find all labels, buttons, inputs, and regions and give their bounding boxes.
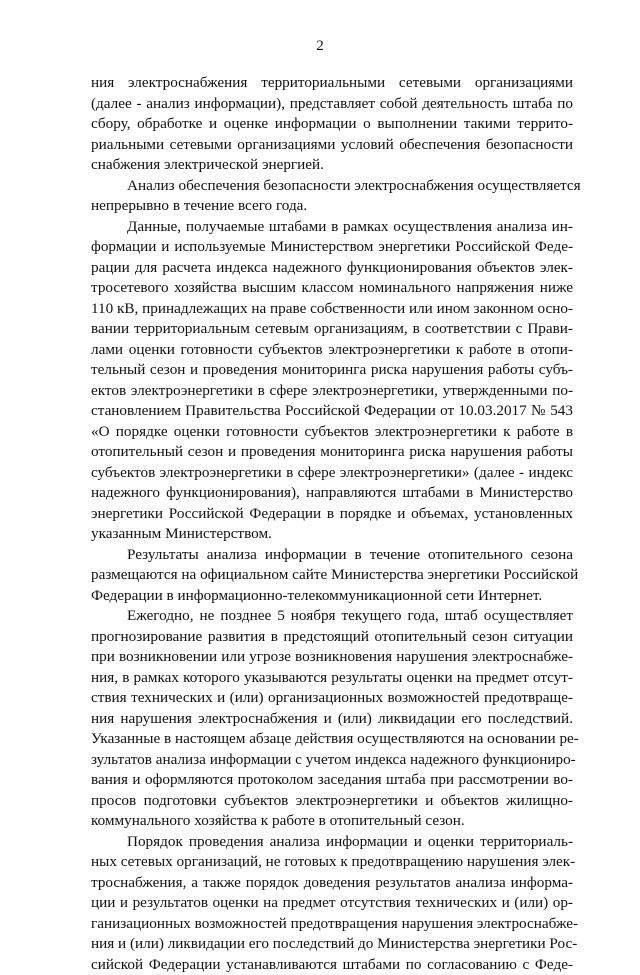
text-line: риальными сетевыми организациями условий обеспечения безопасности xyxy=(91,135,573,156)
text-line: тросетевого хозяйства высшим классом номинального напряжения ниже xyxy=(91,278,573,299)
text-line: троснабжения, а также порядок доведения результатов анализа информа- xyxy=(91,873,573,894)
text-line: прогнозирование развития в предстоящий отопительный сезон ситуации xyxy=(91,627,573,648)
text-line: просов подготовки субъектов электроэнергетики и объектов жилищно- xyxy=(91,791,573,812)
text-line: рации для расчета индекса надежного функционирования объектов элек- xyxy=(91,258,573,279)
text-line: (далее - анализ информации), представляет собой деятельность штаба по xyxy=(91,94,573,115)
text-line: ния нарушения электроснабжения и (или) ликвидации его последствий. xyxy=(91,709,573,730)
text-line: Результаты анализа информации в течение отопительного сезона xyxy=(91,545,573,566)
text-line: ния и (или) ликвидации его последствий до Министерства энергетики Рос- xyxy=(91,934,573,955)
text-line: «О порядке оценки готовности субъектов электроэнергетики к работе в xyxy=(91,422,573,443)
text-line: размещаются на официальном сайте Министерства энергетики Российской xyxy=(91,565,573,586)
text-line: 110 кВ, принадлежащих на праве собственности или ином законном осно- xyxy=(91,299,573,320)
text-line: вания и оформляются протоколом заседания штаба при рассмотрении во- xyxy=(91,770,573,791)
paragraph xyxy=(91,217,573,545)
text-line: лами оценки готовности субъектов электроэнергетики к работе в отопи- xyxy=(91,340,573,361)
text-line: ции и результатов оценки на предмет отсутствия технических и (или) ор- xyxy=(91,893,573,914)
text-line: сбору, обработке и оценке информации о выполнении такими террито- xyxy=(91,114,573,135)
text-line: вании территориальным сетевым организациям, в соответствии с Прави- xyxy=(91,319,573,340)
text-line: Указанные в настоящем абзаце действия осуществляются на основании ре- xyxy=(91,729,573,750)
text-line: при возникновении или угрозе возникновения нарушения электроснабже- xyxy=(91,647,573,668)
text-line: тельный сезон и проведения мониторинга риска нарушения работы субъ- xyxy=(91,360,573,381)
text-line: надежного функционирования), направляются штабами в Министерство xyxy=(91,483,573,504)
text-line: ганизационных возможностей предотвращения нарушения электроснабже- xyxy=(91,914,573,935)
paragraph xyxy=(91,606,573,832)
paragraph xyxy=(91,73,573,176)
body-text xyxy=(91,73,573,975)
text-line: сийской Федерации устанавливаются штабами по согласованию с Феде- xyxy=(91,955,573,975)
page-number: 2 xyxy=(0,38,640,55)
text-line: формации и используемые Министерством энергетики Российской Феде- xyxy=(91,237,573,258)
text-line: непрерывно в течение всего года. xyxy=(91,196,573,217)
text-line: Ежегодно, не позднее 5 ноября текущего года, штаб осуществляет xyxy=(91,606,573,627)
text-line: Анализ обеспечения безопасности электроснабжения осуществляется xyxy=(91,176,573,197)
text-line: Данные, получаемые штабами в рамках осуществления анализа ин- xyxy=(91,217,573,238)
paragraph xyxy=(91,545,573,607)
text-line: энергетики Российской Федерации в порядке и объемах, установленных xyxy=(91,504,573,525)
text-line: ектов электроэнергетики в сфере электроэнергетики, утвержденными по- xyxy=(91,381,573,402)
text-line: ния, в рамках которого указываются результаты оценки на предмет отсут- xyxy=(91,668,573,689)
paragraph xyxy=(91,176,573,217)
text-line: ствия технических и (или) организационных возможностей предотвраще- xyxy=(91,688,573,709)
text-line: Федерации в информационно-телекоммуникационной сети Интернет. xyxy=(91,586,573,607)
text-line: Порядок проведения анализа информации и оценки территориаль- xyxy=(91,832,573,853)
text-line: субъектов электроэнергетики в сфере электроэнергетики» (далее - индекс xyxy=(91,463,573,484)
paragraph xyxy=(91,832,573,975)
text-line: зультатов анализа информации с учетом индекса надежного функциониро- xyxy=(91,750,573,771)
text-line: коммунального хозяйства к работе в отопительный сезон. xyxy=(91,811,573,832)
text-line: снабжения электрической энергией. xyxy=(91,155,573,176)
text-line: становлением Правительства Российской Федерации от 10.03.2017 № 543 xyxy=(91,401,573,422)
text-line: отопительный сезон и проведения мониторинга риска нарушения работы xyxy=(91,442,573,463)
text-line: ния электроснабжения территориальными сетевыми организациями xyxy=(91,73,573,94)
text-line: указанным Министерством. xyxy=(91,524,573,545)
text-line: ных сетевых организаций, не готовых к предотвращению нарушения элек- xyxy=(91,852,573,873)
